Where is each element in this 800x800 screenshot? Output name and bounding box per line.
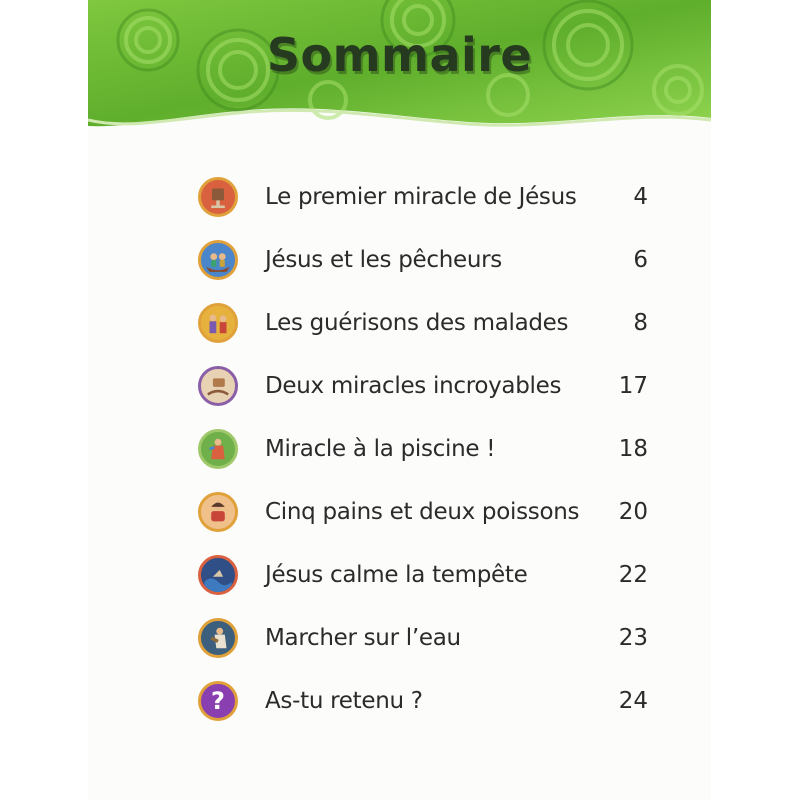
toc-entry-page: 24 (618, 688, 648, 714)
page-title: Sommaire (266, 28, 533, 82)
toc-entry[interactable] (198, 300, 648, 346)
toc-entry-label: Marcher sur l’eau (265, 625, 461, 651)
fishermen-icon (198, 240, 238, 280)
toc-entry-page: 20 (618, 499, 648, 525)
storm-icon (198, 555, 238, 595)
toc-entry[interactable] (198, 552, 648, 598)
toc-entry[interactable] (198, 489, 648, 535)
toc-entry-page: 17 (618, 373, 648, 399)
toc-entry-label: Jésus et les pêcheurs (265, 247, 502, 273)
toc-entry[interactable] (198, 237, 648, 283)
toc-entry[interactable] (198, 174, 648, 220)
question-glyph: ? (211, 687, 225, 715)
green-header-banner (88, 0, 711, 140)
toc-entry-page: 22 (618, 562, 648, 588)
pool-icon (198, 429, 238, 469)
toc-entry-label: Le premier miracle de Jésus (265, 184, 577, 210)
toc-entry[interactable] (198, 426, 648, 472)
bread-fish-icon (198, 492, 238, 532)
miracles-icon (198, 366, 238, 406)
question-icon (198, 681, 238, 721)
toc-entry-label: Cinq pains et deux poissons (265, 499, 580, 525)
toc-entry[interactable] (198, 363, 648, 409)
toc-entry-label: As-tu retenu ? (265, 688, 423, 714)
contents-page (88, 0, 711, 800)
toc-entry-page: 8 (633, 310, 648, 336)
healing-icon (198, 303, 238, 343)
toc-entry-label: Jésus calme la tempête (265, 562, 528, 588)
toc-entry-label: Miracle à la piscine ! (265, 436, 496, 462)
walk-water-icon (198, 618, 238, 658)
toc-entry-label: Deux miracles incroyables (265, 373, 562, 399)
toc-entry[interactable] (198, 678, 648, 724)
toc-entry-page: 6 (633, 247, 648, 273)
cup-icon (198, 177, 238, 217)
toc-entry-page: 23 (618, 625, 648, 651)
toc-entry-page: 4 (633, 184, 648, 210)
toc-entry-label: Les guérisons des malades (265, 310, 569, 336)
toc-entry-page: 18 (618, 436, 648, 462)
toc-entry[interactable] (198, 615, 648, 661)
